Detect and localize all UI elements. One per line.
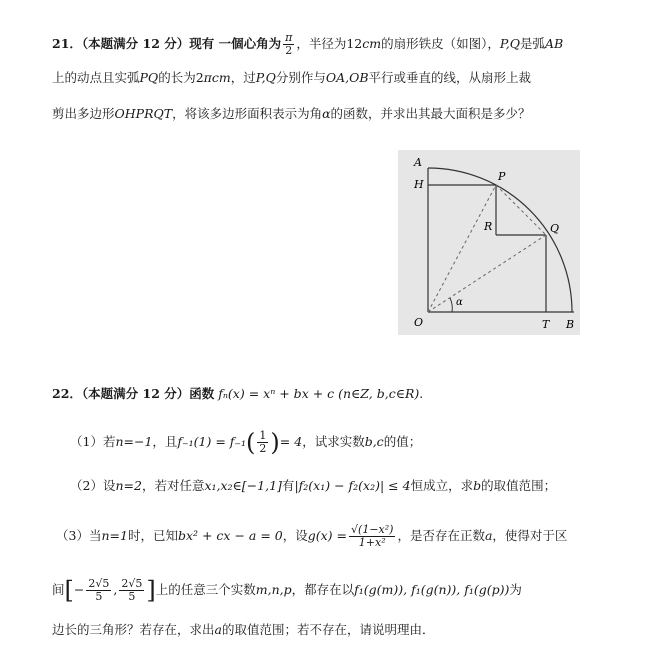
label-H: H — [414, 178, 424, 191]
label-T: T — [542, 318, 550, 331]
label-O: O — [414, 316, 424, 329]
q22-part3: （3）当n=1时，已知bx² + cx − a = 0，设g(x) = $\frac{\text{√(1−x²)}}{\text{1+x²}}$ ，是否存在正数a，使得对于区 — [56, 523, 568, 549]
dashed-PQ — [496, 185, 546, 235]
upper-bound-fraction: $\frac{2√5}{5}$ — [121, 577, 143, 603]
label-B: B — [566, 318, 575, 331]
q21-line3: 剪出多边形OHPRQT，将该多边形面积表示为角α的函数，并求出其最大面积是多少？ — [52, 106, 531, 121]
q22-part1: （1）若n=−1，且f₋₁(1) = f₋₁( $\frac{1}{2}$ )= 4，试求实数b,c的值； — [70, 428, 422, 457]
label-P: P — [498, 170, 506, 183]
q22-part3-line2: 间[− $\frac{2√5}{5}$ , $\frac{2√5}{5}$ ]上的任意三个实数m,n,p，都存在以f₁(g(m)), f₁(g(n)), f₁(g(p))为 — [52, 576, 522, 605]
dashed-OQ — [428, 235, 546, 312]
sector-diagram — [398, 150, 580, 335]
q21-line1: 21．（本题满分 12 分）现有 一個心角为 $\frac{\pi}{2}$ ，半径为12cm的扇形铁皮（如图），P,Q是弧AB — [52, 31, 564, 57]
lower-bound-fraction: $\frac{2√5}{5}$ — [88, 577, 110, 603]
q22-title: 22．（本题满分 12 分）函数 — [52, 386, 215, 401]
label-R: R — [484, 220, 493, 233]
q21-angle-fraction: $\frac{\pi}{2}$ — [285, 31, 293, 57]
q22-part2: （2）设n=2，若对任意x₁,x₂∈[−1,1]有|f₂(x₁) − f₂(x₂)| ≤ 4恒成立，求b的取值范围； — [70, 478, 557, 493]
q22-function: fₙ(x) = xⁿ + bx + c (n∈Z, b,c∈R). — [218, 386, 424, 401]
dashed-OP — [428, 185, 496, 312]
q22-title-line — [52, 384, 611, 404]
g-fraction: $\frac{\text{√(1−x²)}}{\text{1+x²}}$ — [351, 523, 394, 549]
q22-part3-line3: 边长的三角形？若存在，求出a的取值范围；若不存在，请说明理由． — [52, 622, 435, 637]
q21-title: 21．（本题满分 12 分）现有 一個心角为 — [52, 36, 282, 51]
half-fraction: $\frac{1}{2}$ — [259, 429, 267, 455]
label-A: A — [414, 156, 422, 169]
q21-line2: 上的动点且实弧PQ的长为2πcm，过P,Q分别作与OA,OB平行或垂直的线，从扇形上裁 — [52, 70, 532, 85]
angle-alpha-arc — [450, 298, 452, 312]
label-alpha: α — [456, 297, 463, 308]
sector-figure — [398, 150, 580, 335]
label-Q: Q — [550, 222, 560, 235]
